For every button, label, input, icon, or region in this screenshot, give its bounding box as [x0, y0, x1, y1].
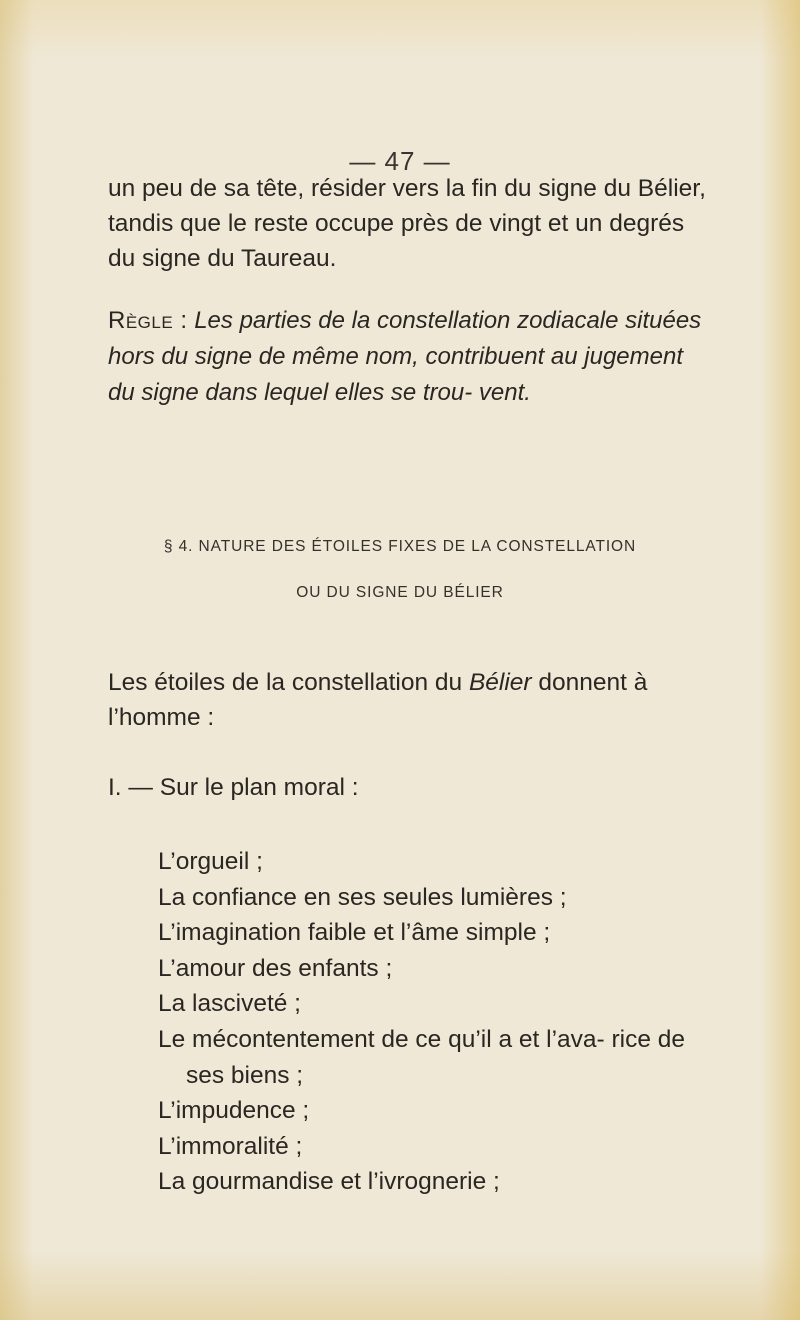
intro-text-start: Les étoiles de la constellation du: [108, 669, 469, 696]
traits-list: [158, 844, 718, 1200]
list-item: L’impudence ;: [158, 1097, 310, 1125]
paragraph-continuation: un peu de sa tête, résider vers la fin du signe du Bélier, tandis que le reste occupe près de vingt et un degrés du signe du Taureau.: [108, 175, 706, 272]
list-item: La gourmandise et l’ivrognerie ;: [158, 1168, 500, 1196]
list-item: L’amour des enfants ;: [158, 954, 393, 982]
list-item: La lasciveté ;: [158, 990, 301, 1018]
rule-paragraph: [108, 303, 712, 411]
list-item: La confiance en ses seules lumières ;: [158, 883, 567, 911]
rule-label: Règle :: [108, 307, 188, 334]
intro-text-end: donnent à l’homme :: [108, 669, 648, 731]
list-item: L’orgueil ;: [158, 848, 263, 875]
section-heading-line1: § 4. NATURE DES ÉTOILES FIXES DE LA CONSTELLATION: [163, 538, 637, 555]
list-item: L’immoralité ;: [158, 1132, 303, 1160]
rule-text: Les parties de la constellation zodiacale situées hors du signe de même nom, contribuent au jugement du signe dans lequel elles se trou- vent.: [108, 307, 702, 406]
list-item: L’imagination faible et l’âme simple ;: [158, 919, 551, 947]
page-number: — 47 —: [349, 146, 451, 176]
intro-sign-name: Bélier: [468, 669, 532, 696]
section-heading-line2: OU DU SIGNE DU BÉLIER: [296, 584, 504, 601]
intro-paragraph: [108, 665, 712, 735]
list-item: Le mécontentement de ce qu’il a et l’ava- rice de ses biens ;: [158, 1025, 686, 1089]
subheading-moral: I. — Sur le plan moral :: [108, 774, 359, 801]
